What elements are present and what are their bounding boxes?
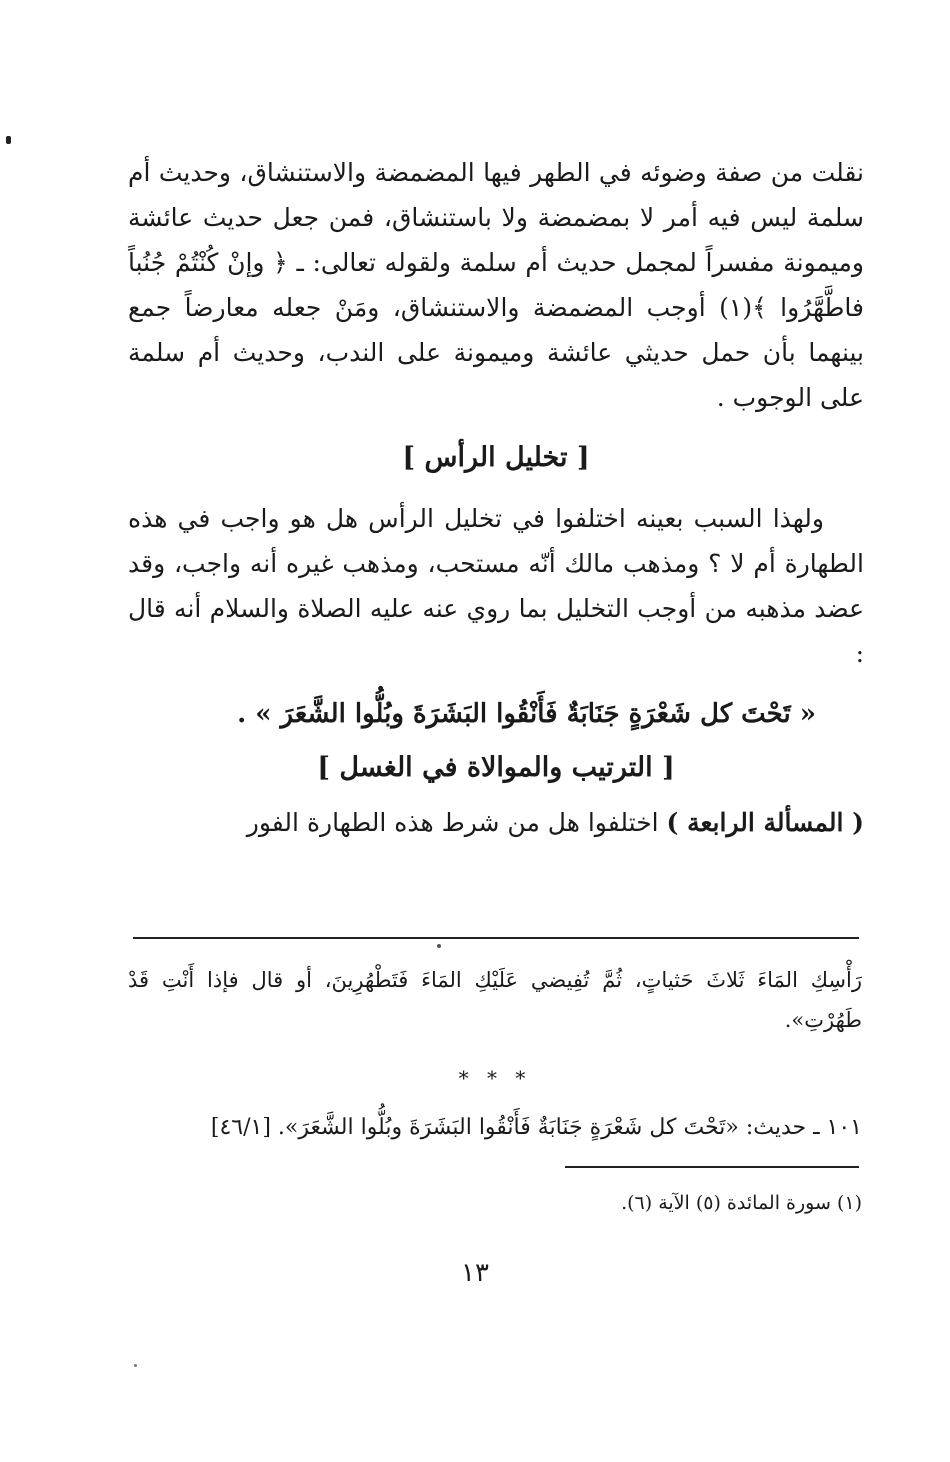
footnote-continuation: رَأْسِكِ المَاءَ ثَلاثَ حَثياتٍ، ثُمَّ تُفِيضي عَلَيْكِ المَاءَ فَتَطْهُرِينَ، أو قال فإذا أَنْتِ قَدْ طَهُرْتِ». [128, 968, 862, 1032]
issue-label: ( المسألة الرابعة ) [666, 808, 864, 837]
footnote-separator [133, 937, 859, 939]
paragraph-takhlil: ولهذا السبب بعينه اختلفوا في تخليل الرأس هل هو واجب في هذه الطهارة أم لا ؟ ومذهب مالك أنّه مستحب، ومذهب غيره أنه واجب، وقد عضد مذهبه من أوجب التخليل بما روي عنه عليه الصلاة والسلام أنه قال : [128, 504, 864, 668]
stars-divider: * * * [458, 1066, 532, 1090]
section-heading-takhlil: [ تخليل الرأس ] [402, 442, 590, 473]
margin-ink-mark [6, 136, 11, 144]
hadith-quote: « تَحْتَ كل شَعْرَةٍ جَنَابَةٌ فَأَنْقُوا البَشَرَةَ وبُلُّوا الشَّعَرَ » . [237, 699, 816, 729]
footnote-surah: (١) سورة المائدة (٥) الآية (٦). [621, 1192, 862, 1214]
paragraph-fourth-issue [128, 800, 864, 845]
scan-speck [134, 1364, 137, 1367]
section-heading-tartib: [ الترتيب والموالاة في الغسل ] [317, 752, 675, 783]
issue-text: اختلفوا هل من شرط هذه الطهارة الفور [246, 808, 667, 837]
footer-notes [128, 960, 862, 1148]
paragraph-wudu-hadith: نقلت من صفة وضوئه في الطهر فيها المضمضة والاستنشاق، وحديث أم سلمة ليس فيه أمر لا بمضمضة ولا باستنشاق، فمن جعل حديث عائشة وميمونة مفسراً لمجمل حديث أم سلمة ولقوله تعالى: ـ ﴿ وإنْ كُنْتُمْ جُنُباً فاطَّهَّرُوا ﴾(١) أوجب المضمضة والاستنشاق، ومَنْ جعله معارضاً جمع بينهما بأن حمل حديثي عائشة وميمونة على الندب، وحديث أم سلمة على الوجوب . [128, 158, 864, 412]
separator-dot [437, 944, 441, 948]
short-footnote-rule [565, 1166, 859, 1168]
main-body [128, 150, 864, 845]
page-number: ١٣ [461, 1258, 489, 1288]
hadith-reference: ١٠١ ـ حديث: «تَحْتَ كل شَعْرَةٍ جَنَابَةٌ فَأَنْقُوا البَشَرَةَ وبُلُّوا الشَّعَرَ». [٤٦/١] [210, 1115, 862, 1140]
